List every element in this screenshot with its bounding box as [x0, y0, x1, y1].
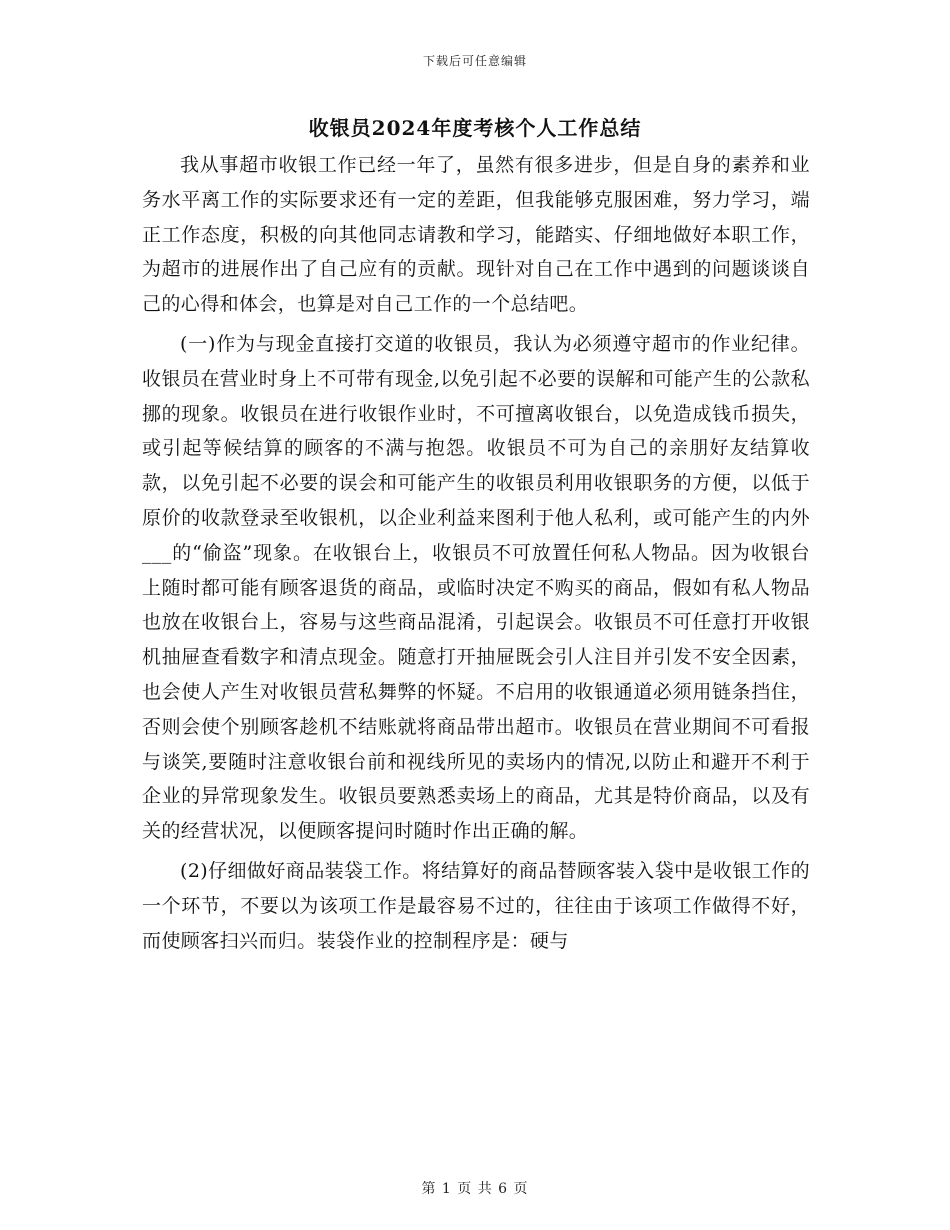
document-title: 收银员2024年度考核个人工作总结	[308, 116, 642, 140]
body-paragraph-section-2: (2)仔细做好商品装袋工作。将结算好的商品替顾客装入袋中是收银工作的一个环节，不要以为该项工作是最容易不过的，往往由于该项工作做得不好，而使顾客扫兴而归。装袋作业的控制程序是：硬与	[142, 859, 810, 952]
page-header: 下载后可任意编辑	[422, 54, 527, 68]
body-paragraph-intro: 我从事超市收银工作已经一年了，虽然有很多进步，但是自身的素养和业务水平离工作的实际要求还有一定的差距，但我能够克服困难，努力学习，端正工作态度，积极的向其他同志请教和学习，能踏实、仔细地做好本职工作，为超市的进展作出了自己应有的贡献。现针对自己在工作中遇到的问题谈谈自己的心得和体会，也算是对自己工作的一个总结吧。	[142, 154, 810, 316]
page-footer: 第 1 页 共 6 页	[421, 1181, 529, 1197]
body-paragraph-section-1: (一)作为与现金直接打交道的收银员，我认为必须遵守超市的作业纪律。收银员在营业时身上不可带有现金,以免引起不必要的误解和可能产生的公款私挪的现象。收银员在进行收银作业时，不可擅离收银台，以免造成钱币损失，或引起等候结算的顾客的不满与抱怨。收银员不可为自己的亲朋好友结算收款，以免引起不必要的误会和可能产生的收银员利用收银职务的方便，以低于原价的收款登录至收银机，以企业利益来图利于他人私利，或可能产生的内外___的“偷盗”现象。在收银台上，收银员不可放置任何私人物品。因为收银台上随时都可能有顾客退货的商品，或临时决定不购买的商品，假如有私人物品也放在收银台上，容易与这些商品混淆，引起误会。收银员不可任意打开收银机抽屉查看数字和清点现金。随意打开抽屉既会引人注目并引发不安全因素，也会使人产生对收银员营私舞弊的怀疑。不启用的收银通道必须用链条挡住，否则会使个别顾客趁机不结账就将商品带出超市。收银员在营业期间不可看报与谈笑,要随时注意收银台前和视线所见的卖场内的情况,以防止和避开不利于企业的异常现象发生。收银员要熟悉卖场上的商品，尤其是特价商品，以及有关的经营状况，以便顾客提问时随时作出正确的解。	[142, 332, 810, 843]
document-body	[142, 148, 810, 1123]
